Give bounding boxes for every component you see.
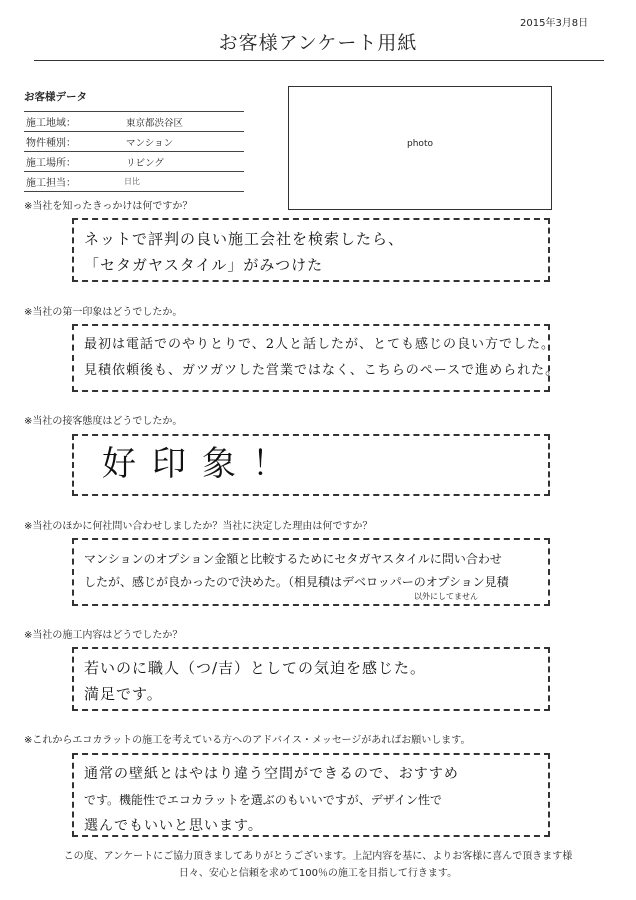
customer-data-heading: お客様データ	[24, 91, 87, 103]
answer-box-5	[72, 647, 550, 711]
question-3: ※当社の接客態度はどうでしたか。	[24, 416, 183, 427]
answer-line: 満足です。	[84, 685, 163, 703]
field-value: マンション	[112, 132, 244, 152]
answer-note: 以外にしてません	[414, 592, 478, 601]
question-6: ※これからエコカラットの施工を考えている方へのアドバイス・メッセージがあればお願いします。	[24, 735, 471, 746]
field-label: 物件種別：	[24, 132, 112, 152]
answer-line: です。機能性でエコカラットを選ぶのもいいですが、デザイン性で	[84, 793, 442, 807]
question-1: ※当社を知ったきっかけは何ですか？	[24, 201, 193, 212]
field-value: 東京都渋谷区	[112, 112, 244, 132]
answer-line: ネットで評判の良い施工会社を検索したら、	[84, 230, 405, 248]
footer-line: 日々、安心と信頼を求めて100％の施工を目指して行きます。	[178, 868, 458, 879]
field-label: 施工場所：	[24, 152, 112, 172]
survey-date: 2015年3月8日	[520, 18, 589, 29]
field-label: 施工地域：	[24, 112, 112, 132]
question-2: ※当社の第一印象はどうでしたか。	[24, 307, 183, 318]
answer-box-6	[72, 753, 550, 837]
answer-line: 好印象！	[102, 444, 302, 484]
answer-line: 「セタガヤスタイル」がみつけた	[84, 256, 324, 274]
answer-box-2	[72, 324, 560, 392]
field-label: 施工担当：	[24, 172, 112, 192]
photo-label: photo	[407, 139, 433, 149]
table-row	[24, 172, 244, 192]
answer-line: 選んでもいいと思います。	[84, 818, 263, 834]
question-4: ※当社のほかに何社問い合わせしましたか？当社に決定した理由は何ですか？	[24, 521, 373, 532]
answer-line: マンションのオプション金額と比較するためにセタガヤスタイルに問い合わせ	[84, 552, 502, 566]
answer-line: したが、感じが良かったので決めた。（相見積はデベロッパーのオプション見積	[84, 575, 509, 589]
answer-box-3	[72, 434, 550, 496]
answer-line: 最初は電話でのやりとりで、2人と話したが、とても感じの良い方でした。	[84, 337, 556, 352]
table-row	[24, 152, 244, 172]
title-underline	[34, 60, 604, 61]
answer-line: 通常の壁紙とはやはり違う空間ができるので、おすすめ	[84, 766, 459, 782]
question-5: ※当社の施工内容はどうでしたか？	[24, 630, 183, 641]
customer-data-table	[24, 111, 244, 192]
table-row	[24, 132, 244, 152]
form-title: お客様アンケート用紙	[218, 32, 418, 54]
answer-line: 若いのに職人（つ/吉）としての気迫を感じた。	[84, 659, 427, 677]
answer-box-1	[72, 218, 550, 282]
staff-signature: 日比	[112, 172, 244, 192]
table-row	[24, 112, 244, 132]
photo-frame	[288, 86, 552, 210]
answer-line: 見積依頼後も、ガツガツした営業ではなく、こちらのペースで進められた。	[84, 363, 560, 378]
field-value: リビング	[112, 152, 244, 172]
footer-message	[20, 848, 616, 882]
footer-line: この度、アンケートにご協力頂きましてありがとうございます。上記内容を基に、よりお客様に喜んで頂きます様	[63, 851, 573, 862]
answer-box-4	[72, 538, 550, 606]
